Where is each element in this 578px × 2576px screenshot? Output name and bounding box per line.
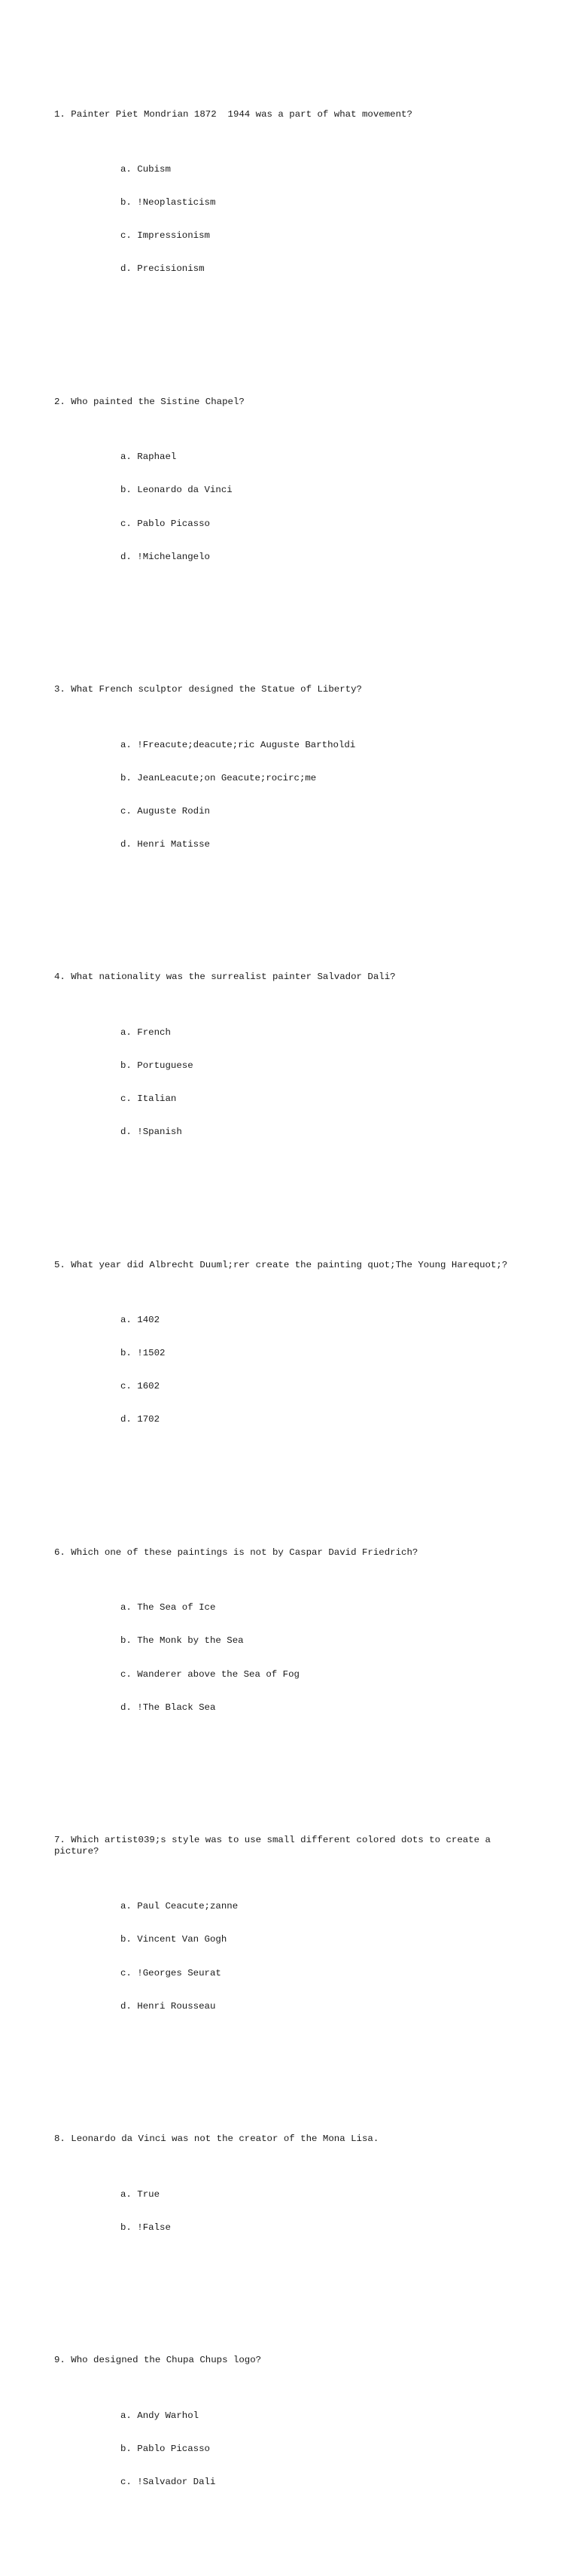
question-text: 3. What French sculptor designed the Statue of Liberty? [54,684,362,695]
answer-option: a. Raphael [120,452,177,463]
answer-options [54,1879,521,2034]
answer-option: c. Auguste Rodin [120,805,210,817]
question-text: 2. Who painted the Sistine Chapel? [54,396,245,407]
answer-option: c. Impressionism [120,230,210,242]
answer-option: c. !Salvador Dali [120,2476,216,2487]
answer-option: b. Vincent Van Gogh [120,1934,227,1945]
answer-option: b. Pablo Picasso [120,2443,210,2454]
answer-option: a. !Freacute;deacute;ric Auguste Bartholdi [120,739,356,750]
answer-option: a. Paul Ceacute;zanne [120,1901,239,1912]
answer-option: a. Andy Warhol [120,2410,199,2421]
question-6 [54,1525,521,1757]
answer-option: d. Henri Rousseau [120,2000,216,2012]
answer-options [54,142,521,297]
answer-option: a. French [120,1026,171,1038]
answer-option: d. Precisionism [120,263,205,275]
quiz-document [54,53,521,2576]
answer-option: d. Henri Matisse [120,838,210,850]
answer-option: d. !The Black Sea [120,1702,216,1713]
question-text: 4. What nationality was the surrealist painter Salvador Dali? [54,972,396,983]
answer-option: a. Cubism [120,164,171,175]
answer-option: c. Wanderer above the Sea of Fog [120,1668,300,1680]
question-text: 6. Which one of these paintings is not by Caspar David Friedrich? [54,1547,418,1558]
answer-options [54,1293,521,1448]
answer-options [54,717,521,872]
answer-option: c. !Georges Seurat [120,1967,221,1978]
answer-option: a. True [120,2188,160,2200]
answer-options [54,430,521,585]
answer-options [54,2388,521,2510]
question-8 [54,2112,521,2278]
question-5 [54,1237,521,1470]
answer-option: d. !Michelangelo [120,551,210,562]
answer-option: b. JeanLeacute;on Geacute;rocirc;me [120,772,317,783]
question-3 [54,662,521,895]
answer-option: b. !Neoplasticism [120,197,216,208]
answer-options [54,1005,521,1160]
answer-option: d. 1702 [120,1414,160,1425]
question-1 [54,87,521,319]
question-text: 8. Leonardo da Vinci was not the creator of the Mona Lisa. [54,2133,379,2145]
answer-options [54,1580,521,1735]
answer-option: a. 1402 [120,1315,160,1326]
question-2 [54,374,521,607]
answer-option: c. Italian [120,1093,177,1105]
answer-option: b. !1502 [120,1348,166,1359]
question-text: 9. Who designed the Chupa Chups logo? [54,2355,262,2366]
answer-option: c. Pablo Picasso [120,518,210,529]
answer-option: d. !Spanish [120,1127,182,1138]
question-text: 5. What year did Albrecht Duuml;rer create the painting quot;The Young Harequot;? [54,1259,508,1270]
answer-option: b. The Monk by the Sea [120,1635,244,1647]
answer-option: b. Portuguese [120,1060,193,1071]
question-text: 7. Which artist039;s style was to use small different colored dots to create a picture? [54,1835,497,1857]
question-text: 1. Painter Piet Mondrian 1872 1944 was a part of what movement? [54,108,412,120]
answer-option: b. Leonardo da Vinci [120,485,233,496]
question-4 [54,950,521,1182]
answer-option: a. The Sea of Ice [120,1602,216,1613]
question-7 [54,1813,521,2056]
answer-option: c. 1602 [120,1381,160,1392]
question-9 [54,2333,521,2532]
answer-options [54,2167,521,2255]
answer-option: b. !False [120,2222,171,2233]
